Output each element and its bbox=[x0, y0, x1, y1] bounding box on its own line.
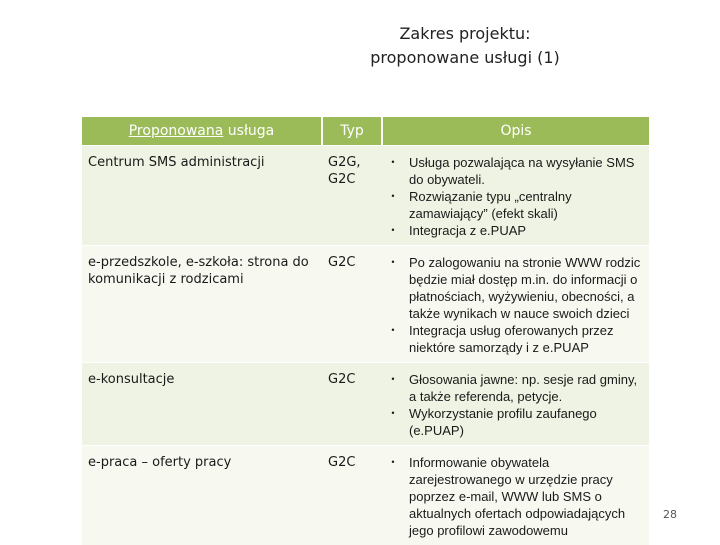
description-bullet: • Po zalogowaniu na stronie WWW rodzic będzie miał dostęp m.in. do informacji o płatnościach, wyżywieniu, obecności, a także wynikach w nauce swoich dzieci bbox=[388, 254, 643, 322]
service-description bbox=[382, 146, 649, 246]
bullet-icon: • bbox=[388, 405, 398, 422]
service-type: G2C bbox=[322, 363, 382, 446]
table-header-row bbox=[82, 117, 649, 146]
service-type: G2G, G2C bbox=[322, 146, 382, 246]
slide-title-line2: proponowane usługi (1) bbox=[300, 46, 630, 70]
service-description bbox=[382, 246, 649, 363]
bullet-icon: • bbox=[388, 454, 398, 471]
service-type: G2C bbox=[322, 446, 382, 545]
description-bullet: • Integracja z e.PUAP bbox=[388, 222, 643, 239]
table-row bbox=[82, 363, 649, 446]
slide-title-line1: Zakres projektu: bbox=[300, 22, 630, 46]
bullet-icon: • bbox=[388, 154, 398, 171]
header-service-part2: usługa bbox=[223, 123, 274, 139]
description-bullet: • Usługa pozwalająca na wysyłanie SMS do obywateli. bbox=[388, 154, 643, 188]
service-name: e-konsultacje bbox=[82, 363, 322, 446]
service-type: G2C bbox=[322, 246, 382, 363]
slide-title bbox=[300, 22, 630, 70]
service-description bbox=[382, 446, 649, 545]
table-row bbox=[82, 246, 649, 363]
header-type: Typ bbox=[322, 117, 382, 146]
service-name: Centrum SMS administracji bbox=[82, 146, 322, 246]
description-bullet: • Integracja usług oferowanych przez niektóre samorządy i z e.PUAP bbox=[388, 322, 643, 356]
services-table bbox=[82, 117, 649, 545]
service-description bbox=[382, 363, 649, 446]
description-bullet: • Rozwiązanie typu „centralny zamawiający” (efekt skali) bbox=[388, 188, 643, 222]
header-service-part1: Proponowana bbox=[129, 123, 224, 139]
page-number: 28 bbox=[655, 508, 685, 521]
bullet-icon: • bbox=[388, 222, 398, 239]
bullet-icon: • bbox=[388, 371, 398, 388]
header-description: Opis bbox=[382, 117, 649, 146]
description-bullet: • Wykorzystanie profilu zaufanego (e.PUAP) bbox=[388, 405, 643, 439]
table-row bbox=[82, 146, 649, 246]
bullet-icon: • bbox=[388, 322, 398, 339]
service-name: e-przedszkole, e-szkoła: strona do komunikacji z rodzicami bbox=[82, 246, 322, 363]
bullet-icon: • bbox=[388, 188, 398, 205]
service-name: e-praca – oferty pracy bbox=[82, 446, 322, 545]
description-bullet: • Informowanie obywatela zarejestrowanego w urzędzie pracy poprzez e-mail, WWW lub SMS o aktualnych ofertach odpowiadających jego profilowi zawodowemu bbox=[388, 454, 643, 539]
table-row bbox=[82, 446, 649, 545]
header-service bbox=[82, 117, 322, 146]
bullet-icon: • bbox=[388, 254, 398, 271]
description-bullet: • Głosowania jawne: np. sesje rad gminy, a także referenda, petycje. bbox=[388, 371, 643, 405]
